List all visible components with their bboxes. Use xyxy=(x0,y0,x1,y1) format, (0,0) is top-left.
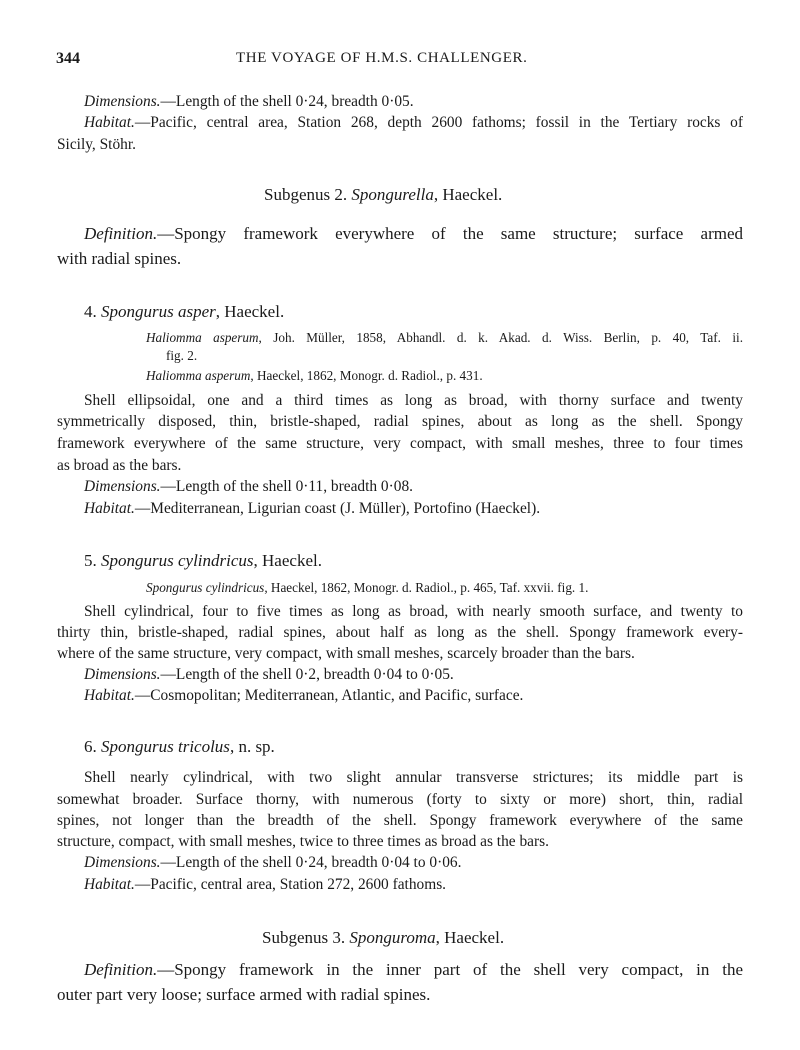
habitat-text: —Mediterranean, Ligurian coast (J. Müller), Portofino (Haeckel). xyxy=(134,500,541,517)
species-5-desc-2: thirty thin, bristle-shaped, radial spines, about half as long as the shell. Spongy framework every- xyxy=(57,624,743,641)
synonym-text: , Joh. Müller, 1858, Abhandl. d. k. Akad. d. Wiss. Berlin, p. 40, Taf. ii. xyxy=(258,330,744,345)
dimensions-label: Dimensions. xyxy=(84,478,161,495)
species-5-heading xyxy=(84,551,322,570)
subgenus-2-definition-2: with radial spines. xyxy=(57,249,182,268)
species-5-dimensions xyxy=(84,665,454,684)
species-5-number: 5. xyxy=(84,551,97,570)
species-4-synonym-1 xyxy=(146,328,743,347)
species-4-desc-2: symmetrically disposed, thin, bristle-shaped, radial spines, about as long as the shell. Spongy xyxy=(57,413,743,430)
dimensions-text: —Length of the shell 0·24, breadth 0·04 to 0·06. xyxy=(160,854,462,871)
top-habitat-line-1 xyxy=(84,113,743,132)
top-habitat-line-2: Sicily, Stöhr. xyxy=(57,136,136,153)
subgenus-2-definition-1 xyxy=(84,224,743,243)
running-title: THE VOYAGE OF H.M.S. CHALLENGER. xyxy=(236,50,528,66)
species-6-name: Spongurus tricolus xyxy=(101,737,230,756)
subgenus-3-prefix: Subgenus 3. xyxy=(262,928,346,947)
species-6-desc-3: spines, not longer than the breadth of the shell. Spongy framework everywhere of the same xyxy=(57,812,743,829)
species-4-number: 4. xyxy=(84,302,97,321)
habitat-label: Habitat. xyxy=(84,687,135,704)
dimensions-text: —Length of the shell 0·2, breadth 0·04 to 0·05. xyxy=(160,666,454,683)
habitat-label: Habitat. xyxy=(84,876,135,893)
species-6-habitat xyxy=(84,875,446,894)
subgenus-3-definition-2: outer part very loose; surface armed with radial spines. xyxy=(57,985,431,1004)
species-5-habitat xyxy=(84,686,523,705)
species-4-heading xyxy=(84,302,284,321)
species-4-synonym-1-cont: fig. 2. xyxy=(166,348,198,363)
species-4-desc-3: framework everywhere of the same structure, very compact, with small meshes, three to four times xyxy=(57,435,743,452)
dimensions-label: Dimensions. xyxy=(84,666,161,683)
subgenus-2-heading xyxy=(264,185,502,204)
synonym-text: , Haeckel, 1862, Monogr. d. Radiol., p. 431. xyxy=(250,368,483,383)
subgenus-3-name: Sponguroma xyxy=(349,928,436,947)
definition-label: Definition. xyxy=(84,224,158,243)
definition-text: —Spongy framework in the inner part of the shell very compact, in the xyxy=(157,960,743,979)
species-4-desc-1: Shell ellipsoidal, one and a third times as long as broad, with thorny surface and twenty xyxy=(84,392,743,409)
species-6-desc-1: Shell nearly cylindrical, with two slight annular transverse strictures; its middle part is xyxy=(84,769,743,786)
species-5-desc-3: where of the same structure, very compact, with small meshes, scarcely broader than the bars. xyxy=(57,645,635,662)
species-6-desc-2: somewhat broader. Surface thorny, with numerous (forty to sixty or more) short, thin, radial xyxy=(57,791,743,808)
species-5-author: , Haeckel. xyxy=(253,551,322,570)
species-6-dimensions xyxy=(84,853,461,872)
species-4-habitat xyxy=(84,499,540,518)
species-5-synonym-1 xyxy=(146,578,588,597)
species-5-name: Spongurus cylindricus xyxy=(101,551,254,570)
species-4-dimensions xyxy=(84,477,413,496)
synonym-name: Haliomma asperum xyxy=(146,368,251,383)
subgenus-3-definition-1 xyxy=(84,960,743,979)
species-6-author: , n. sp. xyxy=(229,737,275,756)
habitat-text: —Cosmopolitan; Mediterranean, Atlantic, and Pacific, surface. xyxy=(134,687,524,704)
synonym-name: Spongurus cylindricus xyxy=(146,580,265,595)
species-6-heading xyxy=(84,737,275,756)
species-6-number: 6. xyxy=(84,737,97,756)
subgenus-2-suffix: , Haeckel. xyxy=(433,185,503,204)
synonym-text: , Haeckel, 1862, Monogr. d. Radiol., p. 465, Taf. xxvii. fig. 1. xyxy=(264,580,589,595)
species-4-desc-4: as broad as the bars. xyxy=(57,457,182,474)
species-4-name: Spongurus asper xyxy=(101,302,216,321)
dimensions-text: —Length of the shell 0·11, breadth 0·08. xyxy=(160,478,413,495)
dimensions-text: —Length of the shell 0·24, breadth 0·05. xyxy=(160,93,414,110)
subgenus-3-heading xyxy=(262,928,504,947)
dimensions-label: Dimensions. xyxy=(84,93,161,110)
definition-label: Definition. xyxy=(84,960,158,979)
top-dimensions xyxy=(84,92,414,111)
habitat-label: Habitat. xyxy=(84,500,135,517)
habitat-label: Habitat. xyxy=(84,114,135,131)
species-5-desc-1: Shell cylindrical, four to five times as long as broad, with nearly smooth surface, and twenty to xyxy=(84,603,743,620)
habitat-text: —Pacific, central area, Station 268, depth 2600 fathoms; fossil in the Tertiary rocks of xyxy=(134,114,743,131)
subgenus-2-name: Spongurella xyxy=(351,185,434,204)
subgenus-3-suffix: , Haeckel. xyxy=(435,928,505,947)
dimensions-label: Dimensions. xyxy=(84,854,161,871)
subgenus-2-prefix: Subgenus 2. xyxy=(264,185,348,204)
synonym-name: Haliomma asperum xyxy=(146,330,259,345)
page-number: 344 xyxy=(56,50,80,67)
habitat-text: —Pacific, central area, Station 272, 2600 fathoms. xyxy=(134,876,447,893)
species-4-author: , Haeckel. xyxy=(215,302,285,321)
species-4-synonym-2 xyxy=(146,366,483,385)
definition-text: —Spongy framework everywhere of the same structure; surface armed xyxy=(157,224,743,243)
species-6-desc-4: structure, compact, with small meshes, twice to three times as broad as the bars. xyxy=(57,833,549,850)
